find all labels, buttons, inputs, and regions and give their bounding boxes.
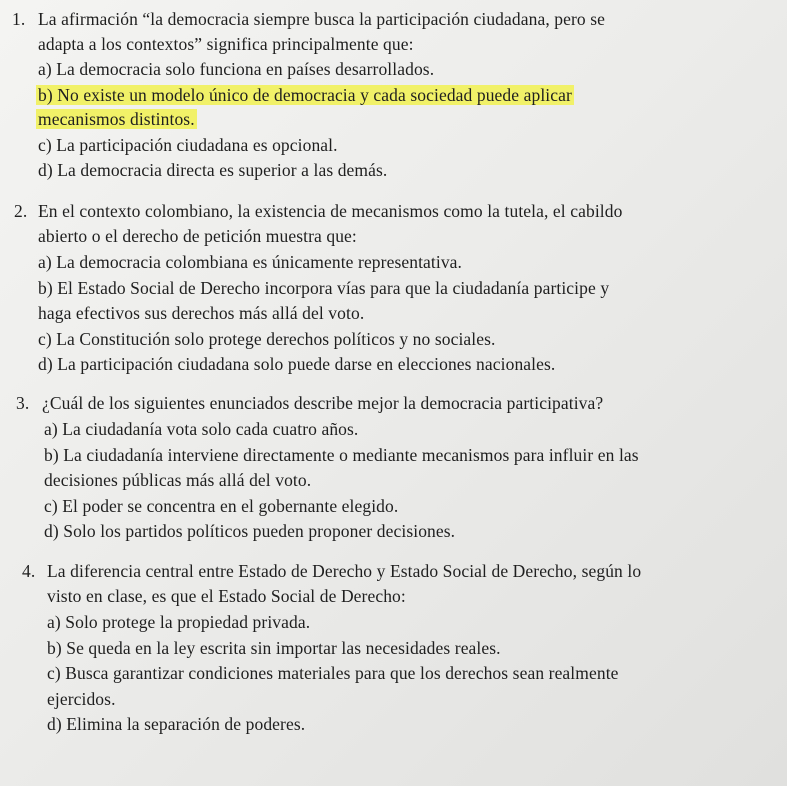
question-2-option-c: c) La Constitución solo protege derechos políticos y no sociales.	[38, 329, 496, 349]
question-3-option-b-line-2: decisiones públicas más allá del voto.	[44, 470, 312, 490]
question-2-number: 2.	[14, 201, 28, 221]
question-2-stem-line-1: En el contexto colombiano, la existencia de mecanismos como la tutela, el cabildo	[38, 201, 623, 221]
question-1-number: 1.	[12, 9, 26, 29]
question-1-stem-line-1: La afirmación “la democracia siempre busca la participación ciudadana, pero se	[38, 9, 606, 29]
question-2-option-b-line-2: haga efectivos sus derechos más allá del voto.	[38, 303, 365, 323]
question-4-option-a: a) Solo protege la propiedad privada.	[47, 612, 311, 632]
question-1-option-a: a) La democracia solo funciona en países desarrollados.	[38, 59, 435, 79]
question-3-option-c: c) El poder se concentra en el gobernante elegido.	[44, 496, 399, 516]
question-3-option-a: a) La ciudadanía vota solo cada cuatro años.	[44, 419, 359, 439]
question-4-option-b: b) Se queda en la ley escrita sin importar las necesidades reales.	[47, 638, 501, 658]
question-1-option-c: c) La participación ciudadana es opcional.	[38, 135, 338, 155]
question-1-option-d: d) La democracia directa es superior a las demás.	[38, 160, 388, 180]
question-1-option-b-line-2	[36, 108, 197, 130]
highlighted-answer-continuation: mecanismos distintos.	[38, 109, 195, 129]
question-4-number: 4.	[22, 561, 36, 581]
question-4-option-c-line-2: ejercidos.	[47, 689, 116, 709]
question-1-option-b-line-1	[36, 84, 574, 106]
question-2-stem-line-2: abierto o el derecho de petición muestra que:	[38, 226, 357, 246]
question-4-option-d: d) Elimina la separación de poderes.	[47, 714, 306, 734]
question-3-option-d: d) Solo los partidos políticos pueden proponer decisiones.	[44, 521, 456, 541]
question-3-stem-line-1: ¿Cuál de los siguientes enunciados describe mejor la democracia participativa?	[42, 393, 604, 413]
question-3-option-b-line-1: b) La ciudadanía interviene directamente o mediante mecanismos para influir en las	[44, 445, 639, 465]
question-3-number: 3.	[16, 393, 30, 413]
question-4-option-c-line-1: c) Busca garantizar condiciones materiales para que los derechos sean realmente	[47, 663, 619, 683]
question-2-option-d: d) La participación ciudadana solo puede darse en elecciones nacionales.	[38, 354, 556, 374]
question-1-stem-line-2: adapta a los contextos” significa principalmente que:	[38, 34, 414, 54]
question-2-option-a: a) La democracia colombiana es únicamente representativa.	[38, 252, 463, 272]
question-2-option-b-line-1: b) El Estado Social de Derecho incorpora vías para que la ciudadanía participe y	[38, 278, 610, 298]
question-4-stem-line-2: visto en clase, es que el Estado Social de Derecho:	[47, 586, 406, 606]
highlighted-answer: b) No existe un modelo único de democracia y cada sociedad puede aplicar	[38, 85, 572, 105]
question-4-stem-line-1: La diferencia central entre Estado de Derecho y Estado Social de Derecho, según lo	[47, 561, 642, 581]
